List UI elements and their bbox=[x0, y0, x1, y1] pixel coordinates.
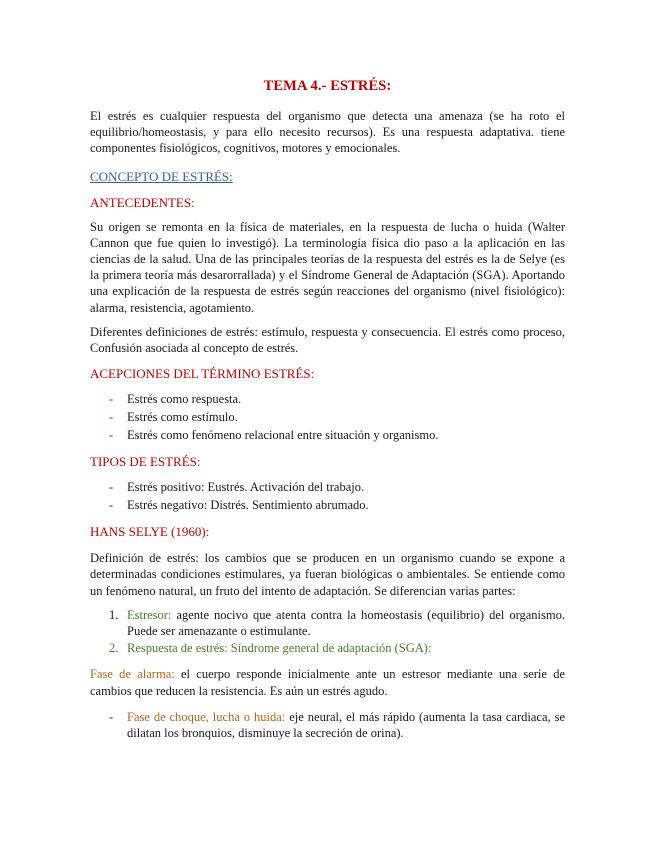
tipos-list bbox=[90, 478, 565, 514]
list-item: - Estrés como fenómeno relacional entre situación y organismo. bbox=[109, 428, 439, 443]
dash-bullet: - bbox=[109, 480, 114, 495]
concepto-heading: CONCEPTO DE ESTRÉS: bbox=[90, 168, 233, 184]
alarma-paragraph: Fase de alarma: el cuerpo responde inicialmente ante un estresor mediante una serie de cambios que reducen la resistencia. Es aún un estrés agudo. bbox=[90, 667, 565, 698]
estresor-label: Estresor: bbox=[127, 607, 172, 622]
antecedentes-paragraph-1: Su origen se remonta en la física de materiales, en la respuesta de lucha o huida (Walter Cannon que fue quien lo investigó). La terminología física dio paso a la aplicación en las ciencias de la salud. Una de las principales teorías de la respuesta del estrés es la de Selye (es la primera teoría más desarorrallada) y el Síndrome General de Adaptación (SGA). Aportando una explicación de la respuesta de estrés según reacciones del organismo (nivel fisiológico): alarma, resistencia, agotamiento. bbox=[90, 219, 565, 315]
list-item: 1. Estresor: agente nocivo que atenta contra la homeostasis (equilibrio) del organismo. Puede ser amenazante o estimulante. bbox=[109, 607, 565, 639]
intro-paragraph: El estrés es cualquier respuesta del organismo que detecta una amenaza (se ha roto el equilibrio/homeostasis, y para ello necesito recursos). Es una respuesta adaptativa. tiene componentes fisiológicos, cognitivos, motores y emocionales. bbox=[90, 109, 565, 156]
dash-bullet: - bbox=[109, 428, 114, 443]
antecedentes-paragraph-2: Diferentes definiciones de estrés: estímulo, respuesta y consecuencia. El estrés como proceso, Confusión asociada al concepto de estrés. bbox=[90, 324, 565, 356]
respuesta-label: Respuesta de estrés: Síndrome general de adaptación (SGA): bbox=[127, 640, 432, 655]
acepciones-list bbox=[90, 390, 565, 444]
choque-label: Fase de choque, lucha o huida: bbox=[127, 709, 286, 724]
selye-heading: HANS SELYE (1960): bbox=[90, 524, 210, 540]
antecedentes-heading: ANTECEDENTES: bbox=[90, 194, 195, 210]
tipos-heading: TIPOS DE ESTRÉS: bbox=[90, 454, 201, 470]
dash-bullet: - bbox=[109, 410, 114, 425]
selye-paragraph: Definición de estrés: los cambios que se producen en un organismo cuando se expone a determinadas condiciones estimulares, ya fueran biológicas o ambientales. Se entiende como un fenómeno natural, un fruto del intento de adaptación. Se diferencian varias partes: bbox=[90, 551, 565, 598]
acepciones-heading: ACEPCIONES DEL TÉRMINO ESTRÉS: bbox=[90, 366, 315, 382]
choque-item: - Fase de choque, lucha o huida: eje neural, el más rápido (aumenta la tasa cardiaca, se dilatan los bronquios, disminuye la secreción de orina). bbox=[109, 709, 566, 741]
dash-bullet: - bbox=[109, 392, 114, 407]
list-item: - Estrés como estímulo. bbox=[109, 410, 238, 425]
item-number: 2. bbox=[109, 640, 119, 655]
list-item: - Estrés positivo: Eustrés. Activación del trabajo. bbox=[109, 480, 365, 495]
list-item: - Estrés como respuesta. bbox=[109, 392, 242, 407]
page-title: TEMA 4.- ESTRÉS: bbox=[263, 78, 392, 94]
list-item: - Estrés negativo: Distrés. Sentimiento abrumado. bbox=[109, 498, 369, 513]
dash-bullet: - bbox=[109, 709, 114, 724]
item-number: 1. bbox=[109, 607, 119, 622]
alarma-label: Fase de alarma: bbox=[90, 667, 175, 682]
list-item bbox=[90, 640, 565, 657]
dash-bullet: - bbox=[109, 498, 114, 513]
selye-parts-list bbox=[90, 607, 565, 657]
